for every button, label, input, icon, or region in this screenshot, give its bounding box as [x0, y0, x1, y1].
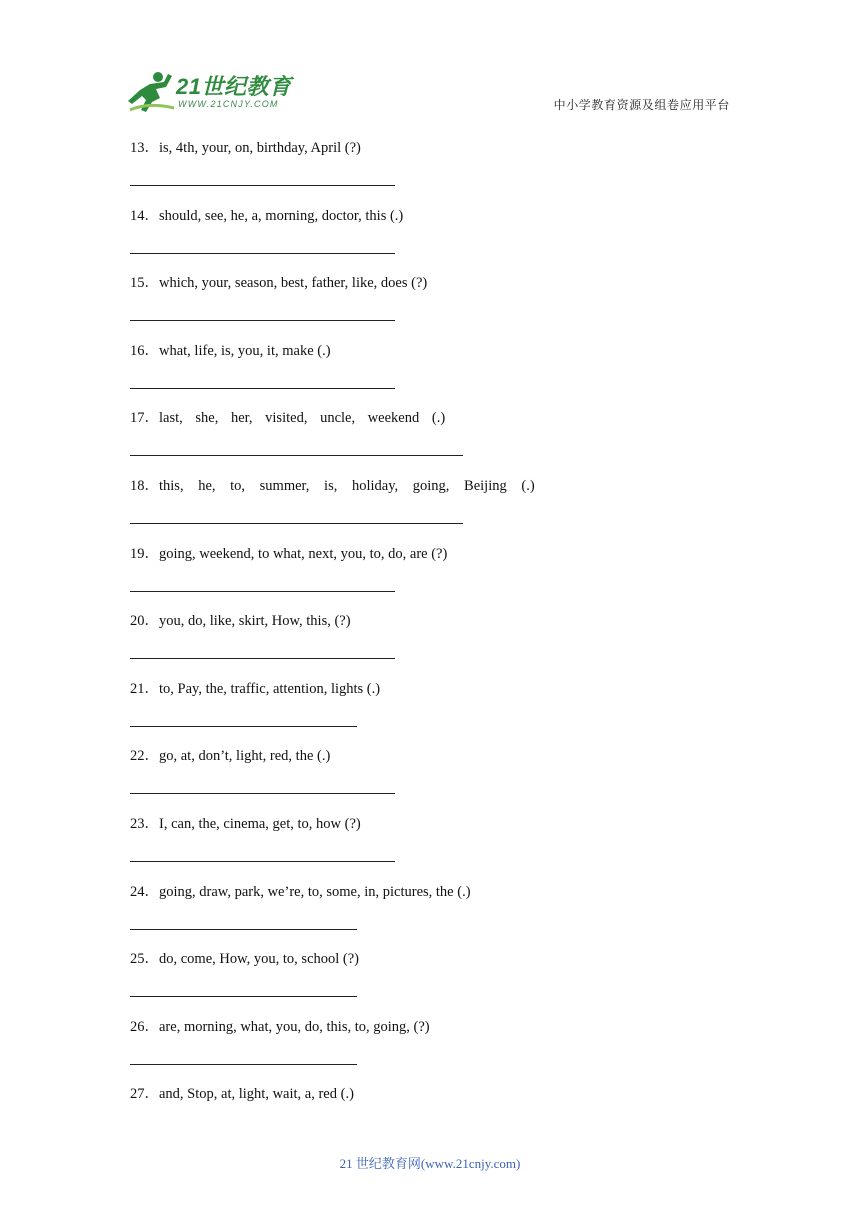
question-number: 22．: [130, 748, 159, 765]
question-words: going, weekend, to what, next, you, to, do, are (?): [159, 545, 448, 562]
question-words: what, life, is, you, it, make (.): [159, 342, 331, 359]
question-number: 19．: [130, 545, 159, 562]
question-words: going, draw, park, we’re, to, some, in, pictures, the (.): [159, 883, 471, 900]
answer-line[interactable]: [130, 253, 395, 254]
question-words: is, 4th, your, on, birthday, April (?): [159, 140, 361, 156]
question-number: 26．: [130, 1018, 159, 1035]
question-words: to, Pay, the, traffic, attention, lights (.): [159, 680, 381, 697]
runner-logo-icon: [124, 70, 178, 116]
question-words: do, come, How, you, to, school (?): [159, 951, 360, 968]
question-number: 15．: [130, 275, 159, 292]
page-header: [0, 0, 860, 120]
question-words: and, Stop, at, light, wait, a, red (.): [159, 1086, 354, 1103]
platform-tagline: 中小学教育资源及组卷应用平台: [553, 98, 730, 112]
answer-line[interactable]: [130, 929, 357, 930]
answer-line[interactable]: [130, 996, 357, 997]
question-number: 18．: [130, 477, 159, 494]
question-item: [130, 814, 750, 882]
question-number: 25．: [130, 951, 159, 968]
question-number: 21．: [130, 680, 159, 697]
question-item: [130, 544, 750, 612]
answer-line[interactable]: [130, 1064, 357, 1065]
question-words: you, do, like, skirt, How, this, (?): [159, 613, 351, 630]
question-number: 17．: [130, 410, 159, 427]
question-number: 14．: [130, 207, 159, 224]
question-item: [130, 138, 750, 206]
answer-line[interactable]: [130, 455, 463, 456]
logo-title: 21世纪教育: [176, 74, 292, 99]
question-item: [130, 476, 750, 544]
question-item: [130, 273, 750, 341]
answer-line[interactable]: [130, 523, 463, 524]
answer-line[interactable]: [130, 320, 395, 321]
question-list: [130, 138, 750, 1152]
question-item: [130, 679, 750, 747]
question-number: 20．: [130, 613, 159, 630]
question-item: [130, 1017, 750, 1085]
question-number: 23．: [130, 815, 159, 832]
answer-line[interactable]: [130, 793, 395, 794]
question-words: should, see, he, a, morning, doctor, this (.): [159, 207, 404, 224]
question-item: [130, 611, 750, 679]
answer-line[interactable]: [130, 658, 395, 659]
question-item: [130, 1084, 750, 1152]
answer-line[interactable]: [130, 388, 395, 389]
answer-line[interactable]: [130, 591, 395, 592]
question-number: 24．: [130, 883, 159, 900]
question-number: 13．: [130, 140, 159, 156]
page-footer[interactable]: 21 世纪教育网(www.21cnjy.com): [339, 1156, 521, 1171]
question-words: go, at, don’t, light, red, the (.): [159, 748, 331, 765]
question-words: this, he, to, summer, is, holiday, going, Beijing (.): [159, 477, 535, 494]
answer-line[interactable]: [130, 861, 395, 862]
question-item: [130, 408, 750, 476]
site-logo[interactable]: [124, 70, 294, 116]
question-words: which, your, season, best, father, like, does (?): [159, 275, 428, 292]
answer-line[interactable]: [130, 185, 395, 186]
question-item: [130, 949, 750, 1017]
question-number: 27．: [130, 1086, 159, 1103]
question-words: I, can, the, cinema, get, to, how (?): [159, 815, 361, 832]
question-item: [130, 341, 750, 409]
question-item: [130, 882, 750, 950]
question-words: last, she, her, visited, uncle, weekend (.): [159, 410, 446, 427]
answer-line[interactable]: [130, 726, 357, 727]
logo-url: WWW.21CNJY.COM: [178, 99, 279, 109]
question-words: are, morning, what, you, do, this, to, going, (?): [159, 1018, 430, 1035]
question-number: 16．: [130, 342, 159, 359]
question-item: [130, 746, 750, 814]
question-item: [130, 206, 750, 274]
